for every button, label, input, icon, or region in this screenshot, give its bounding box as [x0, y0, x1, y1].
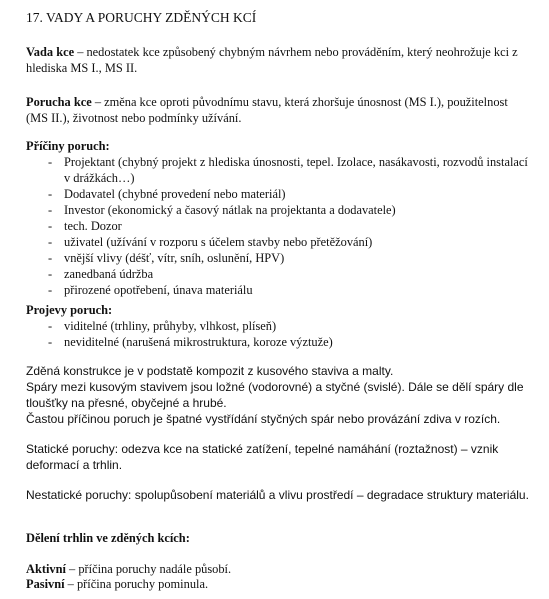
- list-item: - neviditelné (narušená mikrostruktura, koroze výztuže): [48, 335, 333, 349]
- list-item: - uživatel (užívání v rozporu s účelem stavby nebo přetěžování): [48, 235, 373, 249]
- aktivni-term: Aktivní: [26, 562, 66, 576]
- vada-definition: [26, 44, 531, 76]
- list-item: - zanedbaná údržba: [48, 267, 154, 281]
- zdena-line-1: Zděná konstrukce je v podstatě kompozit z kusového staviva a malty.: [26, 364, 394, 378]
- pasivni-term: Pasivní: [26, 577, 65, 591]
- list-item: - Investor (ekonomický a časový nátlak na projektanta a dodavatele): [48, 203, 396, 217]
- porucha-definition: [26, 94, 531, 126]
- page-title: 17. VADY A PORUCHY ZDĚNÝCH KCÍ: [26, 10, 257, 25]
- list-item: - tech. Dozor: [48, 219, 122, 233]
- aktivni-definition: [26, 561, 531, 577]
- projevy-heading: Projevy poruch:: [26, 303, 113, 317]
- pasivni-text: – příčina poruchy pominula.: [64, 577, 209, 591]
- priciny-list: [26, 154, 531, 298]
- staticke-poruchy: Statické poruchy: odezva kce na statické zatížení, tepelné namáhání (roztažnost) – vznik deformací a trhlin.: [26, 442, 499, 472]
- list-item: - Projektant (chybný projekt z hlediska únosnosti, tepel. Izolace, nasákavosti, rozvodů instalací v drážkách…): [48, 155, 528, 185]
- list-item: - viditelné (trhliny, průhyby, vlhkost, plíseň): [48, 319, 277, 333]
- projevy-list: [26, 318, 531, 350]
- porucha-text: – změna kce oproti původnímu stavu, která zhoršuje únosnost (MS I.), použitelnost (MS II.), životnost nebo podmínky užívání.: [26, 95, 508, 125]
- list-item: - přirozené opotřebení, únava materiálu: [48, 283, 253, 297]
- zdena-line-3: Častou příčinou poruch je špatné vystřídání styčných spár nebo provázání zdiva v rozích.: [26, 412, 501, 426]
- priciny-heading: Příčiny poruch:: [26, 139, 110, 153]
- zdena-line-2: Spáry mezi kusovým stavivem jsou ložné (vodorovné) a styčné (svislé). Dále se dělí spáry dle tloušťky na přesné, obyčejné a hrubé.: [26, 380, 524, 410]
- pasivni-definition: [26, 576, 531, 592]
- vada-term: Vada kce: [26, 45, 75, 59]
- nestaticke-poruchy: Nestatické poruchy: spolupůsobení materiálů a vlivu prostředí – degradace struktury materiálu.: [26, 488, 529, 502]
- vada-text: – nedostatek kce způsobený chybným návrhem nebo prováděním, který neohrožuje kci z hlediska MS I., MS II.: [26, 45, 518, 75]
- list-item: - vnější vlivy (déšť, vítr, sníh, oslunění, HPV): [48, 251, 285, 265]
- deleni-heading: Dělení trhlin ve zděných kcích:: [26, 531, 190, 545]
- aktivni-text: – příčina poruchy nadále působí.: [65, 562, 232, 576]
- porucha-term: Porucha kce: [26, 95, 92, 109]
- list-item: - Dodavatel (chybné provedení nebo materiál): [48, 187, 286, 201]
